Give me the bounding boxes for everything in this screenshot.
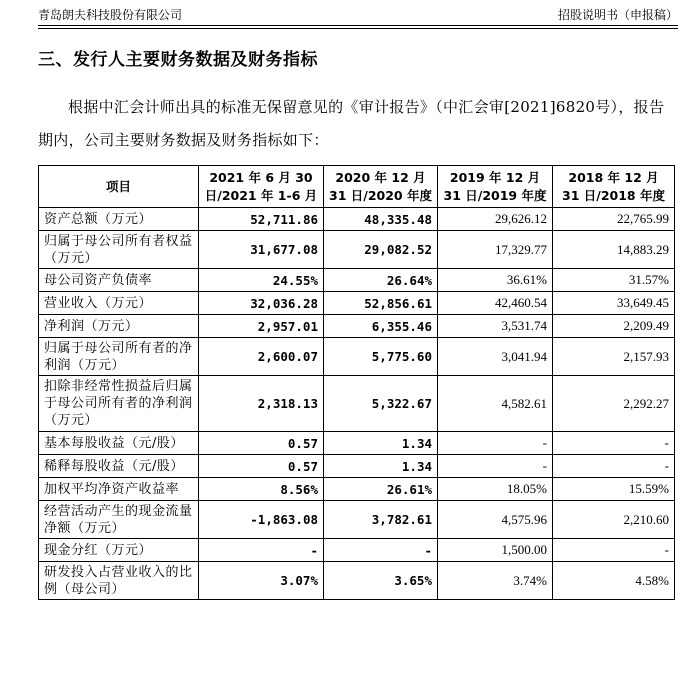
header-divider (38, 28, 678, 29)
cell-2018: 15.59% (553, 478, 675, 501)
table-row (39, 501, 675, 539)
row-label: 营业收入（万元） (39, 292, 199, 315)
cell-2019: 42,460.54 (438, 292, 553, 315)
table-row (39, 269, 675, 292)
row-label: 归属于母公司所有者的净利润（万元） (39, 338, 199, 376)
cell-2019: 29,626.12 (438, 208, 553, 231)
row-label: 加权平均净资产收益率 (39, 478, 199, 501)
cell-2021h1: - (199, 539, 324, 562)
table-row (39, 432, 675, 455)
table-row (39, 338, 675, 376)
cell-2021h1: 0.57 (199, 455, 324, 478)
cell-2020: 5,322.67 (324, 376, 438, 432)
row-label: 扣除非经常性损益后归属于母公司所有者的净利润（万元） (39, 376, 199, 432)
cell-2018: 2,157.93 (553, 338, 675, 376)
cell-2018: 31.57% (553, 269, 675, 292)
cell-2020: 1.34 (324, 432, 438, 455)
row-label: 资产总额（万元） (39, 208, 199, 231)
row-label: 基本每股收益（元/股） (39, 432, 199, 455)
page-header (38, 4, 678, 26)
cell-2021h1: 3.07% (199, 562, 324, 600)
header-col-2020: 2020 年 12 月 31 日/2020 年度 (324, 166, 438, 208)
cell-2021h1: 32,036.28 (199, 292, 324, 315)
header-col-2019: 2019 年 12 月 31 日/2019 年度 (438, 166, 553, 208)
table-row (39, 292, 675, 315)
cell-2018: - (553, 455, 675, 478)
cell-2021h1: 2,318.13 (199, 376, 324, 432)
cell-2019: 36.61% (438, 269, 553, 292)
section-title: 三、发行人主要财务数据及财务指标 (38, 50, 318, 70)
cell-2020: 3.65% (324, 562, 438, 600)
cell-2019: 3,041.94 (438, 338, 553, 376)
row-label: 净利润（万元） (39, 315, 199, 338)
cell-2020: 26.61% (324, 478, 438, 501)
cell-2021h1: -1,863.08 (199, 501, 324, 539)
header-col-2018: 2018 年 12 月 31 日/2018 年度 (553, 166, 675, 208)
cell-2018: 2,210.60 (553, 501, 675, 539)
cell-2018: - (553, 539, 675, 562)
header-col-2021h1: 2021 年 6 月 30 日/2021 年 1-6 月 (199, 166, 324, 208)
row-label: 母公司资产负债率 (39, 269, 199, 292)
cell-2021h1: 52,711.86 (199, 208, 324, 231)
cell-2021h1: 31,677.08 (199, 231, 324, 269)
cell-2021h1: 2,957.01 (199, 315, 324, 338)
cell-2020: 1.34 (324, 455, 438, 478)
cell-2019: - (438, 455, 553, 478)
cell-2019: 17,329.77 (438, 231, 553, 269)
cell-2018: 33,649.45 (553, 292, 675, 315)
cell-2020: 6,355.46 (324, 315, 438, 338)
row-label: 研发投入占营业收入的比例（母公司） (39, 562, 199, 600)
cell-2018: 14,883.29 (553, 231, 675, 269)
cell-2019: 1,500.00 (438, 539, 553, 562)
row-label: 稀释每股收益（元/股） (39, 455, 199, 478)
cell-2019: 4,582.61 (438, 376, 553, 432)
cell-2018: 22,765.99 (553, 208, 675, 231)
cell-2019: 3,531.74 (438, 315, 553, 338)
cell-2019: 18.05% (438, 478, 553, 501)
cell-2020: 5,775.60 (324, 338, 438, 376)
header-doc-type: 招股说明书（申报稿） (557, 8, 678, 22)
cell-2019: 3.74% (438, 562, 553, 600)
table-row (39, 376, 675, 432)
cell-2020: 26.64% (324, 269, 438, 292)
cell-2020: 29,082.52 (324, 231, 438, 269)
cell-2021h1: 2,600.07 (199, 338, 324, 376)
table-header-row (39, 166, 675, 208)
cell-2020: 48,335.48 (324, 208, 438, 231)
row-label: 归属于母公司所有者权益（万元） (39, 231, 199, 269)
table-row (39, 231, 675, 269)
cell-2021h1: 24.55% (199, 269, 324, 292)
header-company: 青岛朗夫科技股份有限公司 (38, 8, 183, 22)
cell-2018: 2,209.49 (553, 315, 675, 338)
cell-2021h1: 0.57 (199, 432, 324, 455)
cell-2018: 2,292.27 (553, 376, 675, 432)
row-label: 现金分红（万元） (39, 539, 199, 562)
row-label: 经营活动产生的现金流量净额（万元） (39, 501, 199, 539)
table-row (39, 208, 675, 231)
cell-2021h1: 8.56% (199, 478, 324, 501)
table-row (39, 315, 675, 338)
table-row (39, 562, 675, 600)
table-row (39, 455, 675, 478)
cell-2018: - (553, 432, 675, 455)
cell-2019: 4,575.96 (438, 501, 553, 539)
header-item: 项目 (39, 166, 199, 208)
cell-2020: 3,782.61 (324, 501, 438, 539)
cell-2018: 4.58% (553, 562, 675, 600)
table-row (39, 539, 675, 562)
intro-paragraph: 根据中汇会计师出具的标准无保留意见的《审计报告》（中汇会审[2021]6820号），报告期内，公司主要财务数据及财务指标如下： (38, 98, 665, 149)
financial-table (38, 165, 675, 600)
cell-2019: - (438, 432, 553, 455)
cell-2020: - (324, 539, 438, 562)
table-row (39, 478, 675, 501)
cell-2020: 52,856.61 (324, 292, 438, 315)
